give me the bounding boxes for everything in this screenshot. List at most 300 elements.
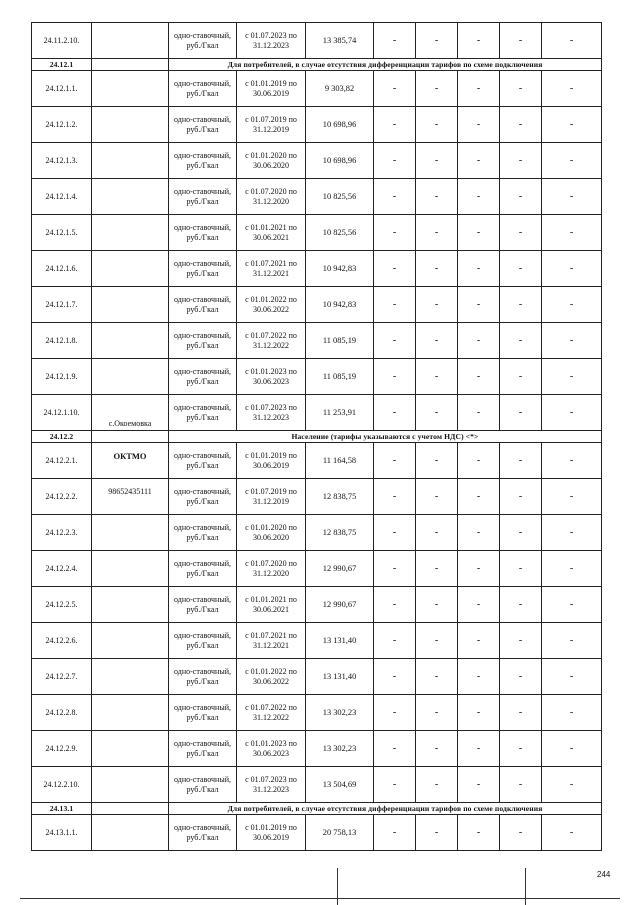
period-to: 31.12.2023 — [253, 784, 289, 794]
empty-value-cell: - — [374, 479, 416, 515]
tariff-value: 10 698,96 — [306, 107, 374, 143]
empty-value-cell: - — [542, 515, 602, 551]
scan-artifact-line — [525, 868, 526, 905]
period-to: 31.12.2023 — [253, 412, 289, 422]
period-from: с 01.01.2019 по — [245, 78, 297, 88]
table-row — [32, 659, 602, 695]
period-to: 31.12.2019 — [253, 496, 289, 506]
tariff-unit: одно-ставочный, руб./Гкал — [169, 659, 237, 695]
tariff-table — [31, 22, 602, 851]
tariff-value: 10 825,56 — [306, 215, 374, 251]
empty-value-cell: - — [374, 179, 416, 215]
empty-value-cell: - — [542, 587, 602, 623]
tariff-period — [237, 143, 306, 179]
empty-value-cell: - — [458, 71, 500, 107]
row-number: 24.12.2.4. — [32, 551, 92, 587]
empty-value-cell: - — [542, 659, 602, 695]
table-row — [32, 815, 602, 851]
period-from: с 01.01.2022 по — [245, 666, 297, 676]
empty-value-cell: - — [500, 587, 542, 623]
empty-value-cell: - — [416, 71, 458, 107]
period-from: с 01.01.2020 по — [245, 522, 297, 532]
table-row — [32, 479, 602, 515]
empty-value-cell: - — [416, 287, 458, 323]
empty-value-cell: - — [374, 251, 416, 287]
empty-value-cell: - — [416, 23, 458, 59]
row-number: 24.12.2.1. — [32, 443, 92, 479]
tariff-value: 10 698,96 — [306, 143, 374, 179]
empty-value-cell: - — [542, 71, 602, 107]
period-from: с 01.01.2021 по — [245, 594, 297, 604]
period-from: с 01.01.2020 по — [245, 150, 297, 160]
period-from: с 01.07.2019 по — [245, 486, 297, 496]
period-to: 31.12.2022 — [253, 340, 289, 350]
location-column-cell — [92, 215, 169, 251]
empty-value-cell: - — [374, 359, 416, 395]
location-column-cell — [92, 479, 169, 515]
empty-value-cell: - — [374, 107, 416, 143]
period-from: с 01.01.2021 по — [245, 222, 297, 232]
location-column-cell — [92, 251, 169, 287]
empty-value-cell: - — [374, 695, 416, 731]
empty-value-cell: - — [542, 767, 602, 803]
empty-value-cell: - — [458, 587, 500, 623]
row-number: 24.12.2.3. — [32, 515, 92, 551]
table-row — [32, 323, 602, 359]
empty-value-cell: - — [458, 23, 500, 59]
empty-value-cell: - — [500, 107, 542, 143]
empty-value-cell: - — [542, 323, 602, 359]
empty-value-cell: - — [458, 551, 500, 587]
tariff-period — [237, 623, 306, 659]
empty-value-cell: - — [374, 623, 416, 659]
tariff-value: 11 164,58 — [306, 443, 374, 479]
empty-value-cell: - — [542, 443, 602, 479]
table-row — [32, 23, 602, 59]
empty-value-cell: - — [542, 479, 602, 515]
tariff-value: 13 131,40 — [306, 623, 374, 659]
tariff-period — [237, 179, 306, 215]
oktmo-label: ОКТМО — [113, 451, 147, 461]
period-to: 31.12.2020 — [253, 568, 289, 578]
empty-value-cell: - — [500, 287, 542, 323]
empty-value-cell: - — [542, 551, 602, 587]
table-row — [32, 695, 602, 731]
tariff-value: 11 085,19 — [306, 323, 374, 359]
tariff-value: 10 825,56 — [306, 179, 374, 215]
empty-value-cell: - — [416, 695, 458, 731]
location-column-cell — [92, 587, 169, 623]
tariff-unit: одно-ставочный, руб./Гкал — [169, 71, 237, 107]
empty-value-cell: - — [542, 815, 602, 851]
location-column-cell — [92, 71, 169, 107]
section-title: Для потребителей, в случае отсутствия дифференциации тарифов по схеме подключения — [169, 803, 602, 815]
period-to: 30.06.2020 — [253, 532, 289, 542]
empty-value-cell: - — [500, 179, 542, 215]
empty-value-cell: - — [458, 731, 500, 767]
period-to: 31.12.2021 — [253, 640, 289, 650]
location-column-cell — [92, 179, 169, 215]
tariff-value: 13 302,23 — [306, 695, 374, 731]
empty-value-cell: - — [416, 251, 458, 287]
empty-value-cell: - — [416, 587, 458, 623]
table-row — [32, 179, 602, 215]
tariff-unit: одно-ставочный, руб./Гкал — [169, 551, 237, 587]
empty-value-cell: - — [416, 815, 458, 851]
period-to: 31.12.2023 — [253, 40, 289, 50]
tariff-period — [237, 479, 306, 515]
empty-value-cell: - — [500, 251, 542, 287]
empty-value-cell: - — [374, 515, 416, 551]
period-to: 30.06.2019 — [253, 88, 289, 98]
row-number: 24.12.1.7. — [32, 287, 92, 323]
period-to: 31.12.2020 — [253, 196, 289, 206]
table-row — [32, 107, 602, 143]
period-to: 30.06.2019 — [253, 832, 289, 842]
empty-value-cell: - — [500, 71, 542, 107]
table-row — [32, 215, 602, 251]
table-row — [32, 395, 602, 431]
empty-value-cell: - — [458, 515, 500, 551]
tariff-unit: одно-ставочный, руб./Гкал — [169, 215, 237, 251]
empty-value-cell: - — [542, 251, 602, 287]
period-to: 30.06.2021 — [253, 232, 289, 242]
tariff-period — [237, 695, 306, 731]
empty-value-cell: - — [542, 395, 602, 431]
page-number: 244 — [597, 870, 611, 879]
row-number: 24.11.2.10. — [32, 23, 92, 59]
row-number: 24.12.1.3. — [32, 143, 92, 179]
table-row — [32, 287, 602, 323]
location-column-cell — [92, 443, 169, 479]
empty-value-cell: - — [416, 323, 458, 359]
empty-value-cell: - — [458, 251, 500, 287]
table-row — [32, 731, 602, 767]
period-from: с 01.07.2020 по — [245, 186, 297, 196]
row-number: 24.12.2.8. — [32, 695, 92, 731]
empty-value-cell: - — [542, 143, 602, 179]
period-from: с 01.07.2020 по — [245, 558, 297, 568]
section-row — [32, 431, 602, 443]
section-row — [32, 803, 602, 815]
row-number: 24.12.2.7. — [32, 659, 92, 695]
tariff-unit: одно-ставочный, руб./Гкал — [169, 23, 237, 59]
row-number: 24.12.1.6. — [32, 251, 92, 287]
table-row — [32, 251, 602, 287]
scan-artifact-line — [337, 868, 338, 905]
tariff-unit: одно-ставочный, руб./Гкал — [169, 359, 237, 395]
empty-value-cell: - — [458, 107, 500, 143]
tariff-unit: одно-ставочный, руб./Гкал — [169, 695, 237, 731]
empty-value-cell: - — [458, 215, 500, 251]
tariff-period — [237, 71, 306, 107]
period-from: с 01.01.2019 по — [245, 450, 297, 460]
empty-value-cell: - — [416, 767, 458, 803]
empty-value-cell: - — [374, 71, 416, 107]
empty-value-cell: - — [458, 287, 500, 323]
location-column-cell — [92, 659, 169, 695]
location-column-cell — [92, 143, 169, 179]
empty-value-cell: - — [374, 287, 416, 323]
empty-value-cell: - — [458, 143, 500, 179]
section-title: Для потребителей, в случае отсутствия дифференциации тарифов по схеме подключения — [169, 59, 602, 71]
tariff-unit: одно-ставочный, руб./Гкал — [169, 623, 237, 659]
empty-value-cell: - — [542, 623, 602, 659]
tariff-period — [237, 587, 306, 623]
empty-value-cell: - — [458, 659, 500, 695]
row-number: 24.12.2.2. — [32, 479, 92, 515]
section-number: 24.12.2 — [32, 431, 92, 443]
location-column-cell — [92, 359, 169, 395]
period-to: 31.12.2021 — [253, 268, 289, 278]
location-column-cell — [92, 395, 169, 431]
empty-value-cell: - — [374, 815, 416, 851]
empty-value-cell: - — [542, 731, 602, 767]
location-column-cell — [92, 803, 169, 815]
empty-value-cell: - — [374, 659, 416, 695]
empty-value-cell: - — [416, 731, 458, 767]
period-to: 30.06.2020 — [253, 160, 289, 170]
tariff-value: 9 303,82 — [306, 71, 374, 107]
row-number: 24.12.2.6. — [32, 623, 92, 659]
empty-value-cell: - — [458, 443, 500, 479]
period-to: 30.06.2022 — [253, 676, 289, 686]
empty-value-cell: - — [542, 359, 602, 395]
empty-value-cell: - — [416, 479, 458, 515]
empty-value-cell: - — [500, 623, 542, 659]
empty-value-cell: - — [416, 359, 458, 395]
empty-value-cell: - — [374, 143, 416, 179]
table-row — [32, 623, 602, 659]
empty-value-cell: - — [542, 287, 602, 323]
tariff-value: 13 131,40 — [306, 659, 374, 695]
location-column-cell — [92, 23, 169, 59]
tariff-unit: одно-ставочный, руб./Гкал — [169, 815, 237, 851]
empty-value-cell: - — [458, 395, 500, 431]
period-from: с 01.01.2019 по — [245, 822, 297, 832]
tariff-value: 13 504,69 — [306, 767, 374, 803]
empty-value-cell: - — [542, 23, 602, 59]
row-number: 24.12.1.2. — [32, 107, 92, 143]
empty-value-cell: - — [458, 359, 500, 395]
empty-value-cell: - — [500, 479, 542, 515]
table-row — [32, 143, 602, 179]
period-to: 30.06.2022 — [253, 304, 289, 314]
tariff-unit: одно-ставочный, руб./Гкал — [169, 767, 237, 803]
empty-value-cell: - — [500, 815, 542, 851]
period-from: с 01.07.2021 по — [245, 258, 297, 268]
empty-value-cell: - — [500, 767, 542, 803]
empty-value-cell: - — [500, 551, 542, 587]
tariff-value: 10 942,83 — [306, 251, 374, 287]
tariff-unit: одно-ставочный, руб./Гкал — [169, 179, 237, 215]
empty-value-cell: - — [542, 215, 602, 251]
tariff-unit: одно-ставочный, руб./Гкал — [169, 287, 237, 323]
tariff-value: 11 085,19 — [306, 359, 374, 395]
tariff-value: 11 253,91 — [306, 395, 374, 431]
row-number: 24.13.1.1. — [32, 815, 92, 851]
empty-value-cell: - — [416, 623, 458, 659]
empty-value-cell: - — [416, 107, 458, 143]
empty-value-cell: - — [374, 587, 416, 623]
empty-value-cell: - — [416, 551, 458, 587]
empty-value-cell: - — [416, 443, 458, 479]
empty-value-cell: - — [500, 443, 542, 479]
period-from: с 01.07.2019 по — [245, 114, 297, 124]
tariff-value: 13 302,23 — [306, 731, 374, 767]
empty-value-cell: - — [416, 659, 458, 695]
period-from: с 01.07.2023 по — [245, 774, 297, 784]
period-from: с 01.07.2022 по — [245, 702, 297, 712]
empty-value-cell: - — [374, 443, 416, 479]
row-number: 24.12.1.10. — [32, 395, 92, 431]
period-to: 31.12.2022 — [253, 712, 289, 722]
location-column-cell — [92, 767, 169, 803]
table-row — [32, 551, 602, 587]
empty-value-cell: - — [374, 767, 416, 803]
section-title: Население (тарифы указываются с учетом НДС) <*> — [169, 431, 602, 443]
empty-value-cell: - — [500, 659, 542, 695]
table-row — [32, 443, 602, 479]
tariff-period — [237, 659, 306, 695]
tariff-unit: одно-ставочный, руб./Гкал — [169, 731, 237, 767]
row-number: 24.12.2.10. — [32, 767, 92, 803]
empty-value-cell: - — [458, 479, 500, 515]
empty-value-cell: - — [500, 143, 542, 179]
oktmo-code: 98652435111 — [108, 487, 152, 496]
tariff-value: 12 838,75 — [306, 515, 374, 551]
empty-value-cell: - — [500, 215, 542, 251]
tariff-unit: одно-ставочный, руб./Гкал — [169, 443, 237, 479]
empty-value-cell: - — [500, 695, 542, 731]
tariff-period — [237, 359, 306, 395]
empty-value-cell: - — [374, 215, 416, 251]
row-number: 24.12.2.5. — [32, 587, 92, 623]
section-row — [32, 59, 602, 71]
empty-value-cell: - — [542, 179, 602, 215]
empty-value-cell: - — [416, 215, 458, 251]
empty-value-cell: - — [416, 395, 458, 431]
tariff-period — [237, 767, 306, 803]
empty-value-cell: - — [500, 23, 542, 59]
tariff-period — [237, 443, 306, 479]
tariff-unit: одно-ставочный, руб./Гкал — [169, 587, 237, 623]
empty-value-cell: - — [374, 395, 416, 431]
location-column-cell — [92, 323, 169, 359]
section-number: 24.13.1 — [32, 803, 92, 815]
table-row — [32, 359, 602, 395]
tariff-period — [237, 515, 306, 551]
tariff-period — [237, 215, 306, 251]
table-row — [32, 71, 602, 107]
row-number: 24.12.1.9. — [32, 359, 92, 395]
period-from: с 01.07.2021 по — [245, 630, 297, 640]
period-to: 30.06.2023 — [253, 376, 289, 386]
scan-artifact-line — [20, 898, 620, 899]
period-from: с 01.07.2022 по — [245, 330, 297, 340]
tariff-value: 12 838,75 — [306, 479, 374, 515]
tariff-table-body — [32, 23, 602, 851]
row-number: 24.12.1.4. — [32, 179, 92, 215]
tariff-value: 20 758,13 — [306, 815, 374, 851]
tariff-unit: одно-ставочный, руб./Гкал — [169, 395, 237, 431]
empty-value-cell: - — [500, 515, 542, 551]
empty-value-cell: - — [500, 323, 542, 359]
empty-value-cell: - — [458, 695, 500, 731]
section-number: 24.12.1 — [32, 59, 92, 71]
empty-value-cell: - — [542, 107, 602, 143]
tariff-period — [237, 107, 306, 143]
empty-value-cell: - — [374, 551, 416, 587]
tariff-period — [237, 731, 306, 767]
table-row — [32, 587, 602, 623]
empty-value-cell: - — [500, 395, 542, 431]
tariff-unit: одно-ставочный, руб./Гкал — [169, 251, 237, 287]
table-row — [32, 767, 602, 803]
tariff-unit: одно-ставочный, руб./Гкал — [169, 323, 237, 359]
empty-value-cell: - — [500, 359, 542, 395]
row-number: 24.12.1.1. — [32, 71, 92, 107]
empty-value-cell: - — [458, 815, 500, 851]
period-from: с 01.07.2023 по — [245, 30, 297, 40]
location-column-cell — [92, 431, 169, 443]
tariff-unit: одно-ставочный, руб./Гкал — [169, 515, 237, 551]
location-column-cell — [92, 815, 169, 851]
location-column-cell — [92, 623, 169, 659]
empty-value-cell: - — [416, 515, 458, 551]
period-to: 30.06.2021 — [253, 604, 289, 614]
empty-value-cell: - — [458, 623, 500, 659]
empty-value-cell: - — [374, 323, 416, 359]
tariff-value: 10 942,83 — [306, 287, 374, 323]
empty-value-cell: - — [542, 695, 602, 731]
tariff-value: 12 990,67 — [306, 587, 374, 623]
period-from: с 01.01.2023 по — [245, 366, 297, 376]
tariff-period — [237, 551, 306, 587]
tariff-unit: одно-ставочный, руб./Гкал — [169, 107, 237, 143]
empty-value-cell: - — [416, 179, 458, 215]
tariff-unit: одно-ставочный, руб./Гкал — [169, 143, 237, 179]
empty-value-cell: - — [458, 179, 500, 215]
tariff-period — [237, 323, 306, 359]
location-column-cell — [92, 287, 169, 323]
period-to: 30.06.2023 — [253, 748, 289, 758]
period-to: 30.06.2019 — [253, 460, 289, 470]
tariff-period — [237, 251, 306, 287]
location-column-cell — [92, 59, 169, 71]
period-to: 31.12.2019 — [253, 124, 289, 134]
empty-value-cell: - — [500, 731, 542, 767]
tariff-unit: одно-ставочный, руб./Гкал — [169, 479, 237, 515]
empty-value-cell: - — [458, 767, 500, 803]
tariff-value: 12 990,67 — [306, 551, 374, 587]
row-number: 24.12.1.8. — [32, 323, 92, 359]
location-column-cell — [92, 107, 169, 143]
tariff-value: 13 385,74 — [306, 23, 374, 59]
row-number: 24.12.2.9. — [32, 731, 92, 767]
row-number: 24.12.1.5. — [32, 215, 92, 251]
empty-value-cell: - — [374, 731, 416, 767]
location-column-cell — [92, 731, 169, 767]
period-from: с 01.01.2022 по — [245, 294, 297, 304]
empty-value-cell: - — [458, 323, 500, 359]
settlement-name: с.Окоемовка — [108, 419, 152, 428]
table-row — [32, 515, 602, 551]
tariff-period — [237, 395, 306, 431]
empty-value-cell: - — [416, 143, 458, 179]
location-column-cell — [92, 551, 169, 587]
location-column-cell — [92, 515, 169, 551]
